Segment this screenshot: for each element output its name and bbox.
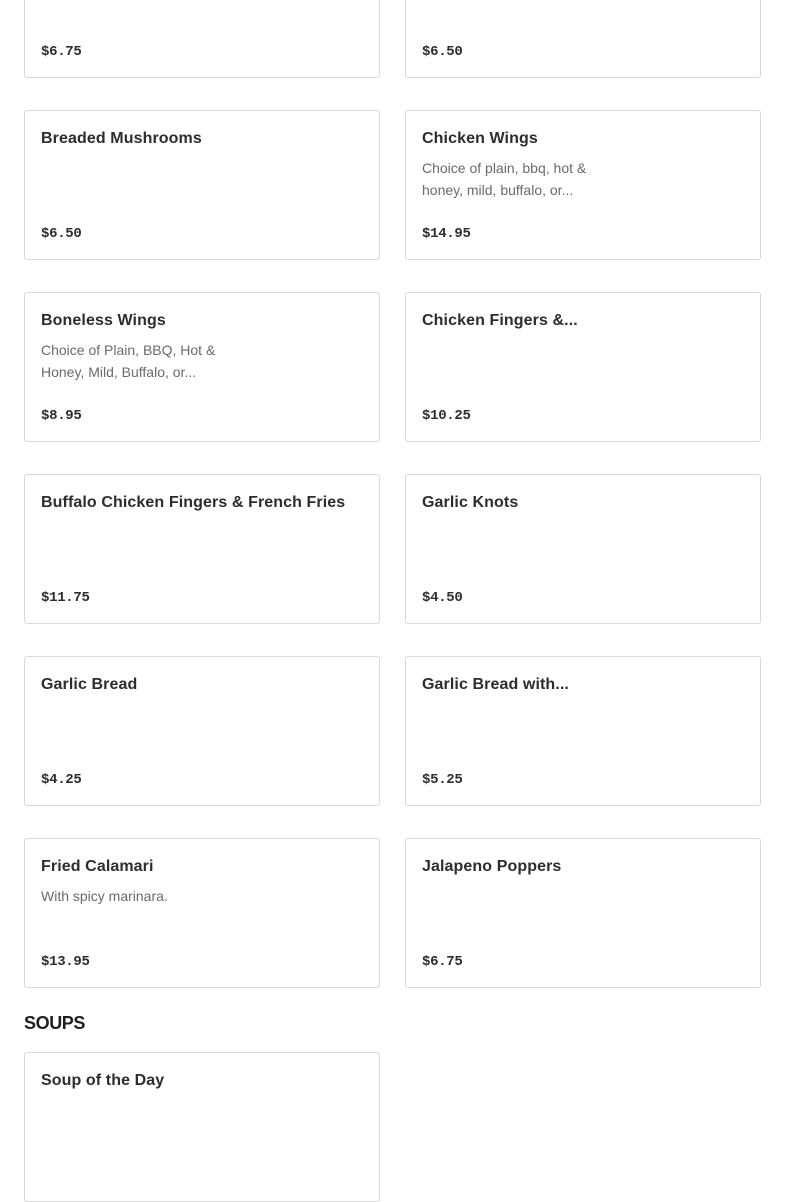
menu-item-price: $8.95 [41, 408, 82, 424]
menu-item-name: Garlic Bread [41, 676, 138, 693]
menu-item-price: $6.50 [41, 226, 82, 242]
menu-item-description: Choice of plain, bbq, hot & honey, mild, buffalo, or... [422, 160, 587, 198]
menu-item-price: $6.50 [422, 44, 463, 60]
menu-item-card-soup-of-the-day[interactable] [24, 1052, 380, 1202]
menu-item-card-garlic-bread[interactable] [24, 656, 380, 806]
menu-item-price: $6.75 [422, 954, 463, 970]
menu-item-card[interactable] [405, 0, 761, 78]
menu-item-name: Soup of the Day [41, 1072, 165, 1089]
menu-item-card-chicken-fingers[interactable] [405, 292, 761, 442]
menu-items-grid [24, 0, 761, 988]
menu-item-card-garlic-bread-with[interactable] [405, 656, 761, 806]
menu-item-name: Fried Calamari [41, 858, 154, 875]
menu-item-name: Jalapeno Poppers [422, 858, 562, 875]
menu-item-card[interactable] [24, 0, 380, 78]
menu-item-price: $11.75 [41, 590, 90, 606]
menu-item-name: Garlic Bread with... [422, 676, 569, 693]
menu-item-name: Boneless Wings [41, 312, 166, 329]
menu-item-price: $10.25 [422, 408, 471, 424]
menu-item-card-boneless-wings[interactable] [24, 292, 380, 442]
menu-item-card-chicken-wings[interactable] [405, 110, 761, 260]
menu-item-card-breaded-mushrooms[interactable] [24, 110, 380, 260]
menu-item-price: $13.95 [41, 954, 90, 970]
menu-item-card-garlic-knots[interactable] [405, 474, 761, 624]
menu-item-name: Chicken Fingers &... [422, 312, 578, 329]
menu-item-card-buffalo-chicken-fingers[interactable] [24, 474, 380, 624]
menu-item-price: $5.25 [422, 772, 463, 788]
menu-item-description: Choice of Plain, BBQ, Hot & Honey, Mild, Buffalo, or... [41, 342, 216, 380]
menu-item-price: $4.25 [41, 772, 82, 788]
menu-item-price: $14.95 [422, 226, 471, 242]
soups-items-grid [24, 1052, 761, 1202]
menu-item-description: With spicy marinara. [41, 888, 168, 904]
menu-item-name: Chicken Wings [422, 130, 538, 147]
menu-item-price: $6.75 [41, 44, 82, 60]
menu-item-name: Breaded Mushrooms [41, 130, 202, 147]
menu-item-name: Garlic Knots [422, 494, 519, 511]
menu-item-price: $4.50 [422, 590, 463, 606]
menu-item-card-jalapeno-poppers[interactable] [405, 838, 761, 988]
menu-item-name: Buffalo Chicken Fingers & French Fries [41, 494, 346, 511]
section-heading-soups: SOUPS [24, 1013, 86, 1033]
menu-item-card-fried-calamari[interactable] [24, 838, 380, 988]
